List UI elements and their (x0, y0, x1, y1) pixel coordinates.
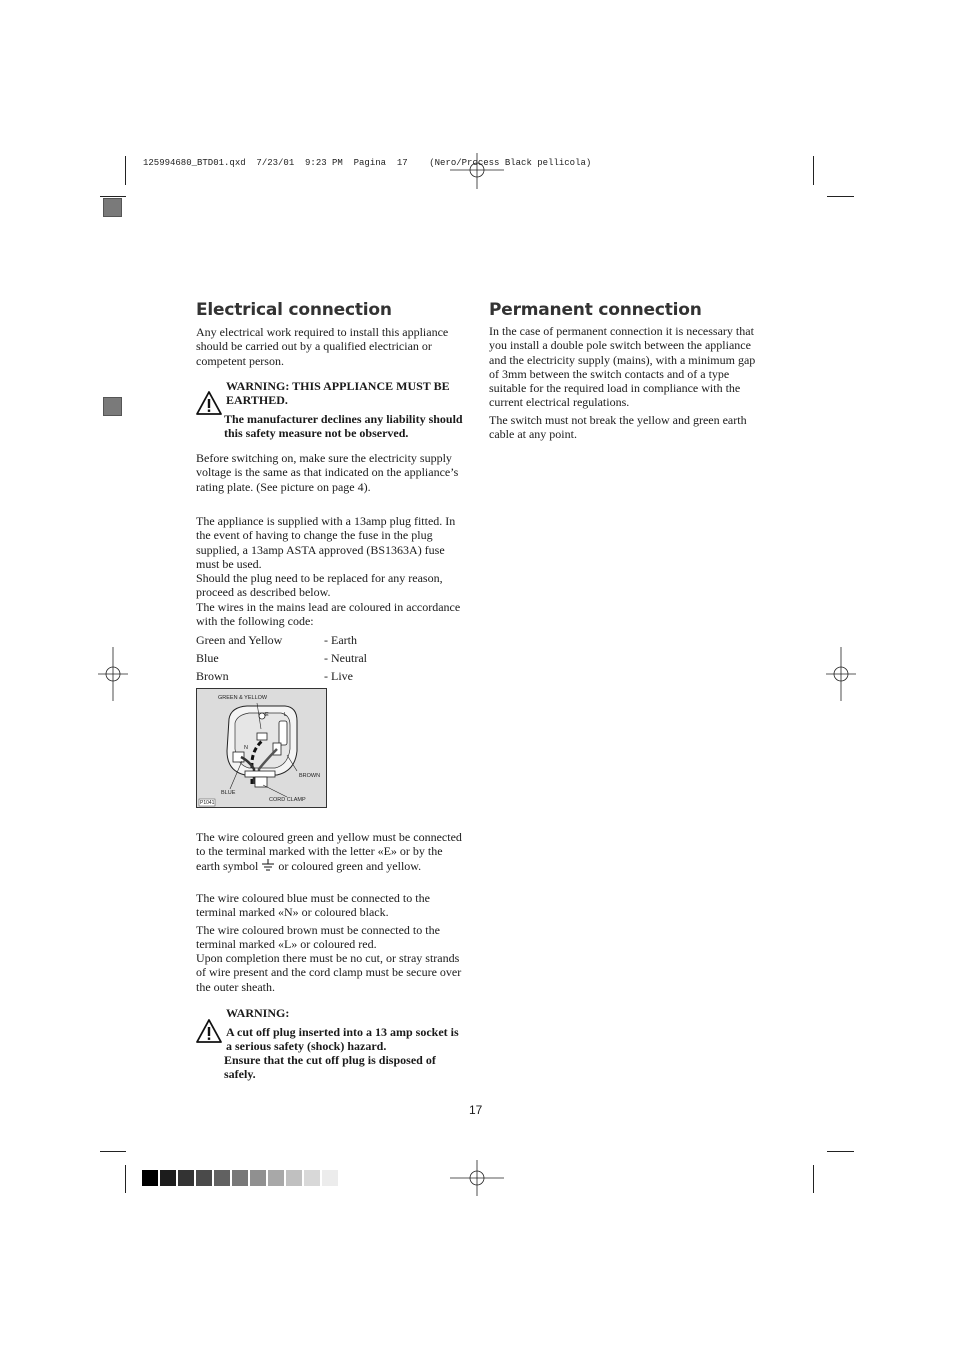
cut-off-plug-warning: A cut off plug inserted into a 13 amp socket is a serious safety (shock) hazard. (226, 1025, 459, 1054)
colour-swatch (232, 1170, 248, 1186)
colour-swatch (286, 1170, 302, 1186)
table-row: Green and Yellow - Earth (196, 633, 357, 647)
permanent-paragraph-1: In the case of permanent connection it is necessary that you install a double pole switch between the appliance and the electricity supply (mains), with a minimum gap of 3mm between the switch contacts and of a type suitable for the required load in compliance with the current electrical regulations. (489, 324, 756, 410)
electrical-connection-heading: Electrical connection (196, 300, 392, 320)
label-brown: BROWN (299, 773, 321, 779)
margin-square (103, 198, 122, 217)
blue-wire-paragraph: The wire coloured blue must be connected to the terminal marked «N» or coloured black. (196, 891, 430, 920)
dispose-warning: Ensure that the cut off plug is disposed of safely. (224, 1053, 436, 1082)
voltage-paragraph: Before switching on, make sure the electricity supply voltage is the same as that indicated on the appliance’s rating plate. (See picture on page 4). (196, 451, 459, 494)
label-n: N (244, 745, 248, 751)
label-l: L (284, 712, 288, 718)
colour-swatch (214, 1170, 230, 1186)
label-blue: BLUE (221, 790, 236, 796)
crop-mark (827, 1151, 854, 1152)
earthed-warning: WARNING: THIS APPLIANCE MUST BE EARTHED. (226, 379, 450, 408)
intro-paragraph: Any electrical work required to install this appliance should be carried out by a qualified electrician or competent person. (196, 325, 449, 368)
crop-mark (125, 156, 126, 185)
green-yellow-paragraph: The wire coloured green and yellow must be connected to the terminal marked with the letter «E» or by the earth symbol or coloured green and yellow. (196, 830, 462, 873)
earth-symbol-icon (261, 859, 275, 871)
registration-mark-icon (98, 647, 128, 701)
colour-swatch (160, 1170, 176, 1186)
crop-mark (100, 196, 126, 197)
registration-mark-icon (450, 153, 504, 189)
crop-mark (813, 156, 814, 185)
colour-swatch (250, 1170, 266, 1186)
brown-wire-paragraph: The wire coloured brown must be connected to the terminal marked «L» or coloured red. (196, 923, 440, 952)
crop-mark (125, 1165, 126, 1193)
table-row: Brown - Live (196, 669, 353, 683)
label-green-yellow: GREEN & YELLOW (218, 695, 268, 701)
print-slug: 125994680_BTD01.qxd 7/23/01 9:23 PM Pagina 17 (Nero/Process Black pellicola) (143, 158, 592, 168)
wire-colour-table (196, 631, 466, 687)
colour-swatch (268, 1170, 284, 1186)
colour-swatch (322, 1170, 338, 1186)
warning-triangle-icon (195, 390, 223, 416)
colour-swatch (304, 1170, 320, 1186)
label-e: E (265, 712, 269, 718)
crop-mark (100, 1151, 126, 1152)
crop-mark (813, 1165, 814, 1193)
margin-square (103, 397, 122, 416)
label-cord-clamp: CORD CLAMP (269, 797, 306, 803)
crop-mark (827, 196, 854, 197)
warning-title: WARNING: (226, 1006, 290, 1020)
colour-swatch (178, 1170, 194, 1186)
plug-paragraph: The appliance is supplied with a 13amp plug fitted. In the event of having to change the fuse in the plug supplied, a 13amp ASTA approved (BS1363A) fuse must be used. Should the plug need to be replaced for any reason, proceed as described below. The wires in the mains lead are coloured in accordance with the following code: (196, 514, 461, 629)
liability-warning: The manufacturer declines any liability should this safety measure not be observed. (224, 412, 463, 441)
colour-swatch (142, 1170, 158, 1186)
permanent-paragraph-2: The switch must not break the yellow and green earth cable at any point. (489, 413, 747, 442)
registration-mark-icon (450, 1160, 504, 1196)
plug-wiring-diagram (196, 688, 327, 808)
page-number: 17 (469, 1103, 483, 1117)
figure-code: P1041 (200, 800, 215, 806)
completion-paragraph: Upon completion there must be no cut, or stray strands of wire present and the cord clamp must be secure over the outer sheath. (196, 951, 462, 994)
colour-swatch (196, 1170, 212, 1186)
warning-triangle-icon (195, 1018, 223, 1044)
registration-mark-icon (826, 647, 856, 701)
table-row: Blue - Neutral (196, 651, 367, 665)
permanent-connection-heading: Permanent connection (489, 300, 702, 320)
